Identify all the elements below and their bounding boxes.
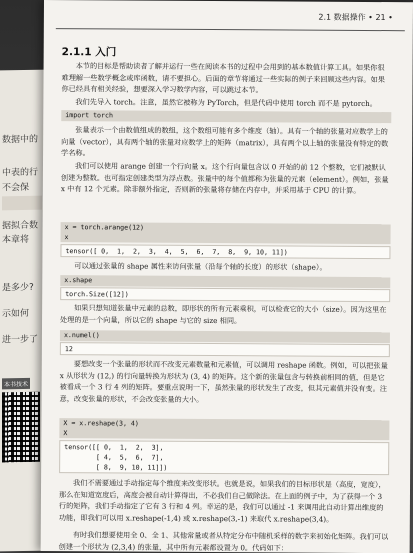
code-input: import torch	[61, 110, 391, 123]
paragraph: 我们先导入 torch。注意，虽然它被称为 PyTorch，但是代码中使用 torch 而不是 pytorch。	[75, 97, 378, 109]
prev-page-text: 本章将	[2, 234, 30, 246]
paragraph: 我们可以使用 arange 创建一个行向量 x。这个行向量包含以 0 开始的前 12 个整数，它们被默认创建为整数。也可指定创建类型为浮点数。张量中的每个值都称为张量的元素（element）。例如，张量 x 中有 12 个元素。除非额外指定，否则新的张量将存储在内存中，并采用基于 CPU 的计算。	[60, 161, 389, 196]
paragraph: 可以通过张量的 shape 属性来访问张量（沿每个轴的长度）的形状（shape）。	[74, 261, 327, 272]
prev-page-text: 是多少?	[2, 282, 34, 294]
code-input: X = x.reshape(3, 4) X	[59, 418, 389, 440]
code-input: x.shape	[60, 275, 390, 288]
paragraph: 张量表示一个由数值组成的数组，这个数组可能有多个维度（轴）。具有一个轴的张量对应数学上的向量（vector），具有两个轴的张量对应数学上的矩阵（matrix），具有两个以上轴的张量没有特定的数学名称。	[61, 125, 389, 158]
prev-page-text: 进一步了	[2, 334, 39, 346]
prev-page-text: 不会保	[2, 182, 30, 194]
paragraph: 如果只想知道张量中元素的总数，即形状的所有元素乘积，可以检查它的大小（size）。因为这里在处理的是一个向量，所以它的 shape 与它的 size 相同。	[60, 303, 387, 325]
paragraph: 要想改变一个张量的形状而不改变元素数量和元素值，可以调用 reshape 函数。例如，可以把张量 x 从形状为 (12,) 的行向量转换为形状为 (3, 4) 的矩阵。这个新的张量包含与转换前相同的值，但是它被看成一个 3 行 4 列的矩阵。要重点说明一下，虽然张量的形状发生了改变，但其元素值并没有变。注意，改变张量的形状，不会改变张量的大小。	[59, 359, 388, 404]
section-title: 2.1.1 入门	[61, 46, 117, 59]
prev-page-text: 示如何	[2, 308, 30, 320]
code-input: x.numel()	[60, 330, 390, 343]
page-header	[44, 0, 413, 38]
prev-page-text: 据拟合数	[2, 220, 39, 232]
prev-page-text: 中表的行	[2, 167, 39, 179]
code-output: tensor([ 0, 1, 2, 3, 4, 5, 6, 7, 8, 9, 10, 11])	[60, 244, 390, 259]
prev-page-badge: 本书技术	[2, 378, 30, 389]
header-rule	[56, 28, 405, 31]
paragraph: 我们不需要通过手动指定每个维度来改变形状。也就是说，如果我们的目标形状是（高度，宽度），那么在知道宽度后，高度会被自动计算得出，不必我们自己做除法。在上面的例子中，为了获得一个 3 行的矩阵，我们手动指定了它有 3 行和 4 列。幸运的是，我们可以通过 -1 来调用此自动计算出维度的功能，即我们可以用 x.reshape(-1,4) 或 x.reshape(3,-1) 来取代 x.reshape(3,4)。	[58, 478, 386, 524]
paragraph: 有时我们想要使用全 0、全 1、其他常量或者从特定分布中随机采样的数字来初始化矩阵。我们可以创建一个形状为 (2,3,4) 的张量，其中所有元素都设置为 0。代码如下：	[58, 530, 389, 553]
previous-page-edge	[0, 70, 47, 552]
book-page	[41, 0, 413, 553]
running-header: 2.1 数据操作 • 21 •	[318, 12, 393, 23]
code-input: x = torch.arange(12) x	[61, 222, 391, 244]
code-output: tensor([[ 0, 1, 2, 3], [ 4, 5, 6, 7], [ 8, 9, 10, 11]])	[59, 440, 389, 475]
paragraph: 本节的目标是帮助读者了解并运行一些在阅读本书的过程中会用到的基本数值计算工具。如果你很难理解一些数学概念或库函数，请不要担心。后面的章节将通过一些实际的例子来回顾这些内容。如果你已经具有相关经验，想要深入学习数学内容，可以跳过本节。	[61, 61, 386, 95]
qr-code	[2, 392, 40, 463]
prev-page-code-box	[2, 196, 42, 211]
prev-page-text: 数据中的	[2, 134, 39, 146]
code-output: 12	[60, 342, 390, 357]
code-output: torch.Size([12])	[60, 287, 390, 302]
